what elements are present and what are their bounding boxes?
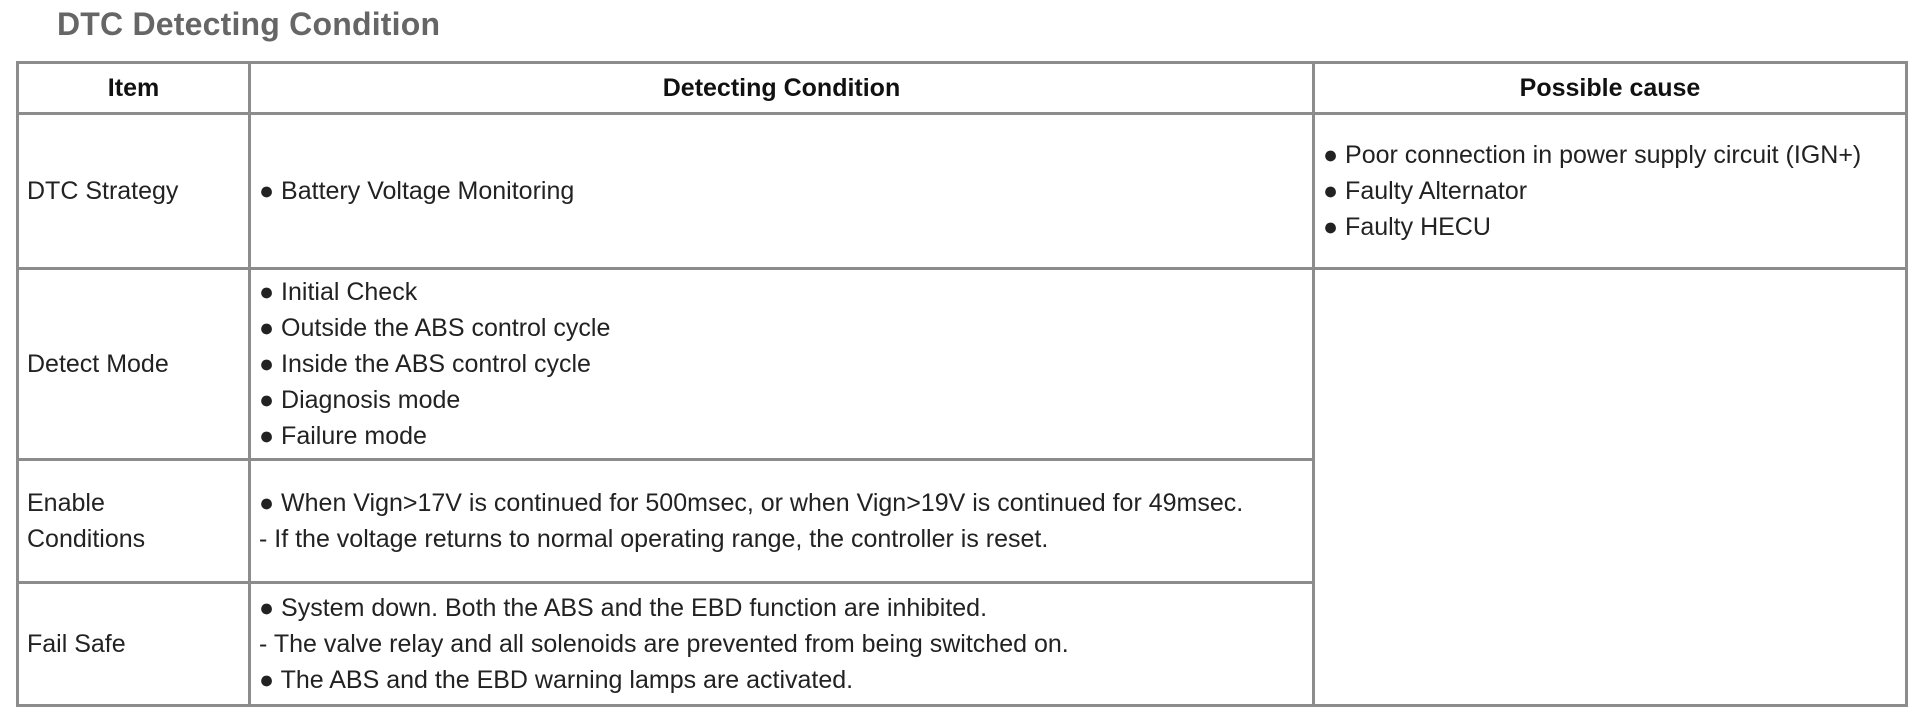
item-detect-mode: Detect Mode — [18, 269, 250, 460]
condition-line: ● Inside the ABS control cycle — [259, 350, 591, 378]
condition-line: - The valve relay and all solenoids are prevented from being switched on. — [259, 630, 1069, 658]
condition-fail-safe — [250, 583, 1314, 706]
condition-detect-mode — [250, 269, 1314, 460]
table-row-detect-mode — [18, 269, 1907, 460]
cause-line: ● Poor connection in power supply circuit (IGN+) — [1323, 141, 1862, 169]
condition-dtc-strategy — [250, 114, 1314, 269]
page-title: DTC Detecting Condition — [57, 6, 441, 42]
item-fail-safe: Fail Safe — [18, 583, 250, 706]
cause-line: ● Faulty Alternator — [1323, 177, 1528, 205]
condition-line: ● Battery Voltage Monitoring — [259, 177, 575, 205]
condition-line: ● The ABS and the EBD warning lamps are activated. — [259, 666, 854, 694]
condition-line: ● Failure mode — [259, 422, 427, 450]
header-item: Item — [18, 63, 250, 114]
header-detecting-condition: Detecting Condition — [250, 63, 1314, 114]
condition-line: ● System down. Both the ABS and the EBD function are inhibited. — [259, 594, 988, 622]
condition-line: ● Diagnosis mode — [259, 386, 461, 414]
condition-line: - If the voltage returns to normal operating range, the controller is reset. — [259, 525, 1049, 553]
condition-line: ● Outside the ABS control cycle — [259, 314, 611, 342]
cause-line: ● Faulty HECU — [1323, 213, 1491, 241]
dtc-condition-table — [16, 61, 1908, 707]
table-header-row — [18, 63, 1907, 114]
header-possible-cause: Possible cause — [1314, 63, 1907, 114]
possible-cause-cell — [1314, 114, 1907, 269]
condition-line: ● When Vign>17V is continued for 500msec, or when Vign>19V is continued for 49msec. — [259, 489, 1244, 517]
condition-enable-conditions — [250, 460, 1314, 583]
item-dtc-strategy: DTC Strategy — [18, 114, 250, 269]
possible-cause-empty-cell — [1314, 269, 1907, 706]
item-enable-conditions: Enable Conditions — [18, 460, 250, 583]
condition-line: ● Initial Check — [259, 278, 418, 306]
table-row-dtc-strategy — [18, 114, 1907, 269]
